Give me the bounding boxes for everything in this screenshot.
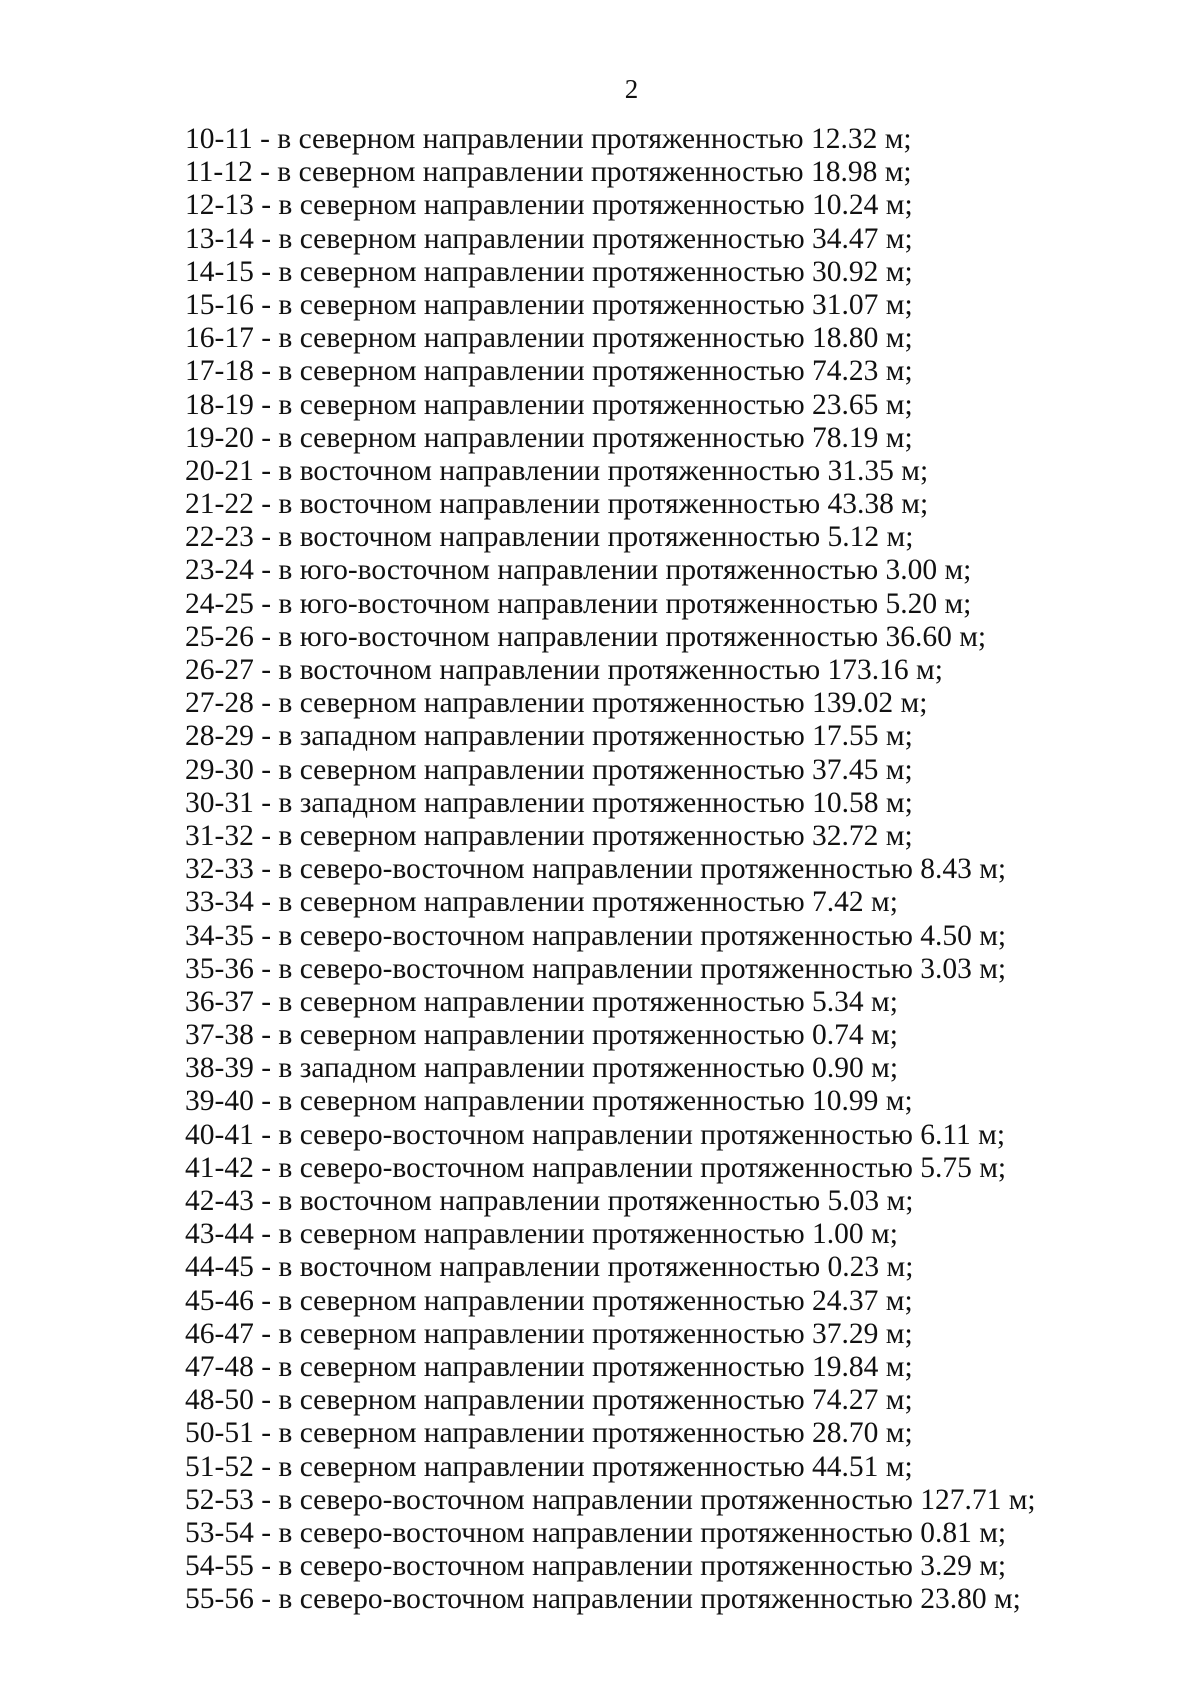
boundary-segment-line: 23-24 - в юго-восточном направлении протяженностью 3.00 м; xyxy=(185,554,972,587)
boundary-segment-line: 45-46 - в северном направлении протяженностью 24.37 м; xyxy=(185,1284,913,1317)
boundary-segment-line: 32-33 - в северо-восточном направлении протяженностью 8.43 м; xyxy=(185,853,1007,886)
boundary-segment-line: 21-22 - в восточном направлении протяженностью 43.38 м; xyxy=(185,488,929,521)
boundary-segment-line: 43-44 - в северном направлении протяженностью 1.00 м; xyxy=(185,1218,898,1251)
boundary-segment-line: 34-35 - в северо-восточном направлении протяженностью 4.50 м; xyxy=(185,919,1007,952)
boundary-segment-line: 37-38 - в северном направлении протяженностью 0.74 м; xyxy=(185,1019,898,1052)
boundary-segment-line: 20-21 - в восточном направлении протяженностью 31.35 м; xyxy=(185,454,929,487)
boundary-segment-line: 19-20 - в северном направлении протяженностью 78.19 м; xyxy=(185,421,913,454)
boundary-segment-line: 15-16 - в северном направлении протяженностью 31.07 м; xyxy=(185,288,913,321)
boundary-segment-line: 35-36 - в северо-восточном направлении протяженностью 3.03 м; xyxy=(185,952,1007,985)
page-number: 2 xyxy=(624,74,639,104)
boundary-segment-line: 38-39 - в западном направлении протяженностью 0.90 м; xyxy=(185,1052,899,1085)
boundary-segment-list xyxy=(185,123,1185,1616)
boundary-segment-line: 14-15 - в северном направлении протяженностью 30.92 м; xyxy=(185,255,913,288)
boundary-segment-line: 26-27 - в восточном направлении протяженностью 173.16 м; xyxy=(185,654,943,686)
boundary-segment-line: 18-19 - в северном направлении протяженностью 23.65 м; xyxy=(185,388,913,421)
boundary-segment-line: 31-32 - в северном направлении протяженностью 32.72 м; xyxy=(185,819,913,852)
boundary-segment-line: 39-40 - в северном направлении протяженностью 10.99 м; xyxy=(185,1085,913,1118)
boundary-segment-line: 47-48 - в северном направлении протяженностью 19.84 м; xyxy=(185,1350,913,1383)
boundary-segment-line: 46-47 - в северном направлении протяженностью 37.29 м; xyxy=(185,1317,913,1350)
boundary-segment-line: 28-29 - в западном направлении протяженностью 17.55 м; xyxy=(185,720,913,753)
boundary-segment-line: 24-25 - в юго-восточном направлении протяженностью 5.20 м; xyxy=(185,587,972,620)
boundary-segment-line: 16-17 - в северном направлении протяженностью 18.80 м; xyxy=(185,322,913,355)
boundary-segment-line: 53-54 - в северо-восточном направлении протяженностью 0.81 м; xyxy=(185,1516,1007,1549)
boundary-segment-line: 30-31 - в западном направлении протяженностью 10.58 м; xyxy=(185,786,913,819)
boundary-segment-line: 12-13 - в северном направлении протяженностью 10.24 м; xyxy=(185,189,913,222)
boundary-segment-line: 41-42 - в северо-восточном направлении протяженностью 5.75 м; xyxy=(185,1151,1007,1184)
boundary-segment-line: 36-37 - в северном направлении протяженностью 5.34 м; xyxy=(185,985,898,1018)
boundary-segment-line: 27-28 - в северном направлении протяженностью 139.02 м; xyxy=(185,687,928,720)
boundary-segment-line: 44-45 - в восточном направлении протяженностью 0.23 м; xyxy=(185,1251,914,1284)
boundary-segment-line: 22-23 - в восточном направлении протяженностью 5.12 м; xyxy=(185,521,914,554)
boundary-segment-line: 48-50 - в северном направлении протяженностью 74.27 м; xyxy=(185,1384,913,1417)
boundary-segment-line: 54-55 - в северо-восточном направлении протяженностью 3.29 м; xyxy=(185,1550,1007,1583)
boundary-segment-line: 11-12 - в северном направлении протяженностью 18.98 м; xyxy=(185,156,912,189)
boundary-segment-line: 10-11 - в северном направлении протяженностью 12.32 м; xyxy=(185,123,912,155)
boundary-segment-line: 42-43 - в восточном направлении протяженностью 5.03 м; xyxy=(185,1185,914,1217)
boundary-segment-line: 13-14 - в северном направлении протяженностью 34.47 м; xyxy=(185,222,913,255)
boundary-segment-line: 55-56 - в северо-восточном направлении протяженностью 23.80 м; xyxy=(185,1583,1021,1616)
boundary-segment-line: 52-53 - в северо-восточном направлении протяженностью 127.71 м; xyxy=(185,1483,1036,1516)
boundary-segment-line: 33-34 - в северном направлении протяженностью 7.42 м; xyxy=(185,886,898,919)
boundary-segment-line: 50-51 - в северном направлении протяженностью 28.70 м; xyxy=(185,1417,913,1450)
boundary-segment-line: 17-18 - в северном направлении протяженностью 74.23 м; xyxy=(185,355,913,388)
boundary-segment-line: 29-30 - в северном направлении протяженностью 37.45 м; xyxy=(185,753,913,786)
boundary-segment-line: 51-52 - в северном направлении протяженностью 44.51 м; xyxy=(185,1450,913,1483)
boundary-segment-line: 40-41 - в северо-восточном направлении протяженностью 6.11 м; xyxy=(185,1118,1006,1151)
boundary-segment-line: 25-26 - в юго-восточном направлении протяженностью 36.60 м; xyxy=(185,620,987,653)
